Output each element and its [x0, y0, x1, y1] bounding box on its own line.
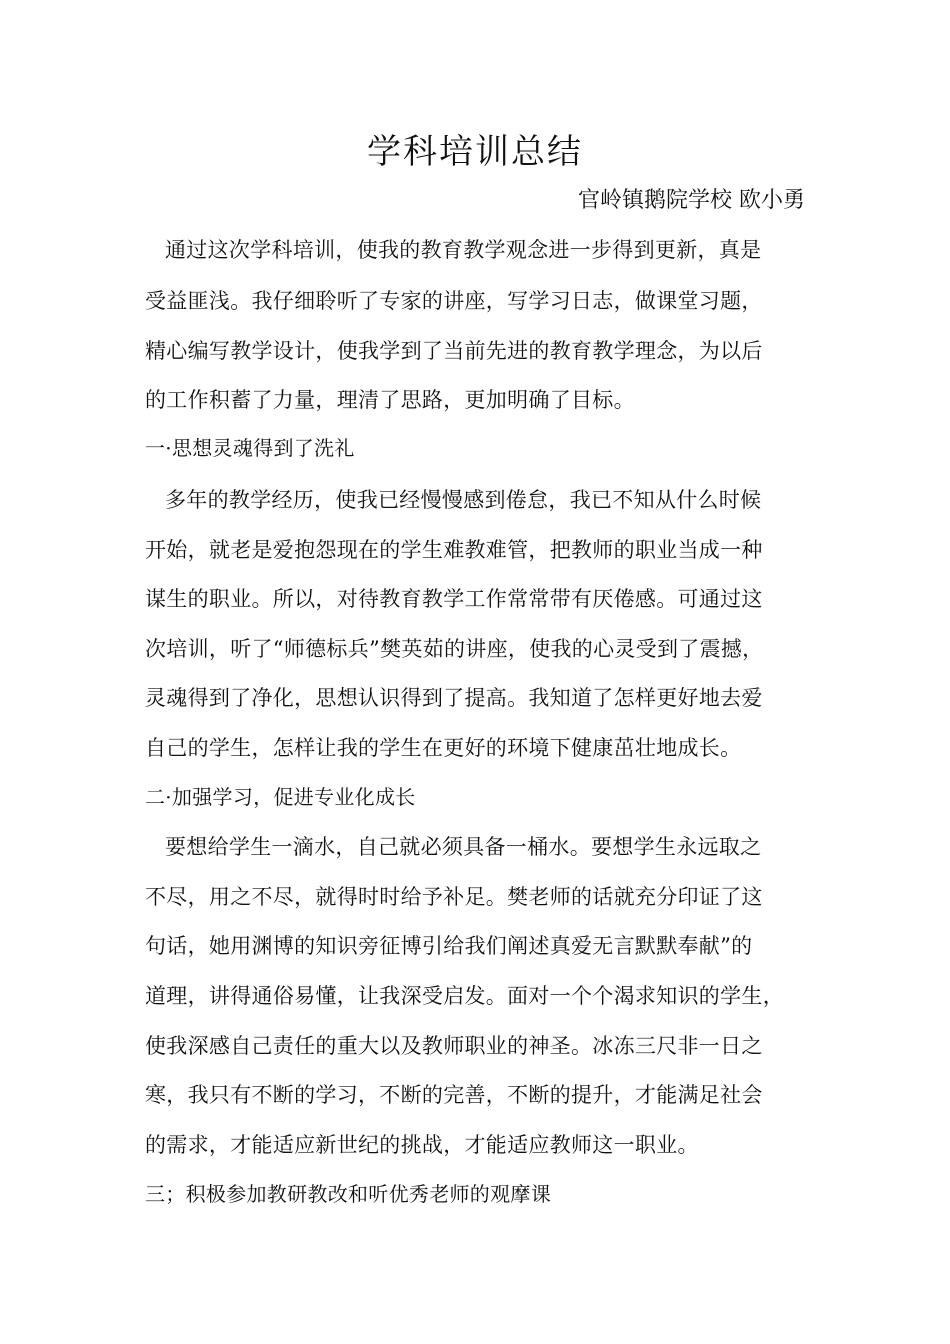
paragraph-line: 精心编写教学设计，使我学到了当前先进的教育教学理念，为以后: [145, 339, 763, 363]
paragraph-line: 开始，就老是爱抱怨现在的学生难教难管，把教师的职业当成一种: [145, 538, 763, 562]
paragraph-line: 通过这次学科培训，使我的教育教学观念进一步得到更新，真是: [165, 238, 762, 262]
paragraph-line: 寒，我只有不断的学习，不断的完善，不断的提升，才能满足社会: [145, 1083, 763, 1107]
paragraph-line: 灵魂得到了净化，思想认识得到了提高。我知道了怎样更好地去爱: [145, 686, 763, 710]
author-line: 官岭镇鹅院学校 欧小勇: [578, 188, 805, 213]
paragraph-line: 受益匪浅。我仔细聆听了专家的讲座，写学习日志，做课堂习题，: [145, 289, 763, 313]
section-heading: 二·加强学习，促进专业化成长: [145, 785, 416, 809]
document-title: 学科培训总结: [367, 132, 583, 172]
paragraph-line: 不尽，用之不尽，就得时时给予补足。樊老师的话就充分印证了这: [145, 885, 763, 909]
paragraph-line: 多年的教学经历，使我已经慢慢感到倦怠，我已不知从什么时候: [165, 488, 762, 512]
section-heading: 三；积极参加教研教改和听优秀老师的观摩课: [145, 1182, 551, 1206]
section-heading: 一·思想灵魂得到了洗礼: [145, 436, 355, 460]
paragraph-line: 次培训，听了“师德标兵”樊英茹的讲座，使我的心灵受到了震撼，: [145, 637, 764, 661]
paragraph-line: 句话，她用渊博的知识旁征博引给我们阐述真爱无言默默奉献”的: [145, 934, 753, 958]
paragraph-line: 谋生的职业。所以，对待教育教学工作常常带有厌倦感。可通过这: [145, 587, 763, 611]
paragraph-line: 要想给学生一滴水，自己就必须具备一桶水。要想学生永远取之: [165, 835, 762, 859]
paragraph-line: 的工作积蓄了力量，理清了思路，更加明确了目标。: [145, 388, 635, 412]
paragraph-line: 自己的学生，怎样让我的学生在更好的环境下健康茁壮地成长。: [145, 736, 742, 760]
paragraph-line: 道理，讲得通俗易懂，让我深受启发。面对一个个渴求知识的学生，: [145, 984, 784, 1008]
paragraph-line: 使我深感自己责任的重大以及教师职业的神圣。冰冻三尺非一日之: [145, 1034, 763, 1058]
paragraph-line: 的需求，才能适应新世纪的挑战，才能适应教师这一职业。: [145, 1133, 699, 1157]
